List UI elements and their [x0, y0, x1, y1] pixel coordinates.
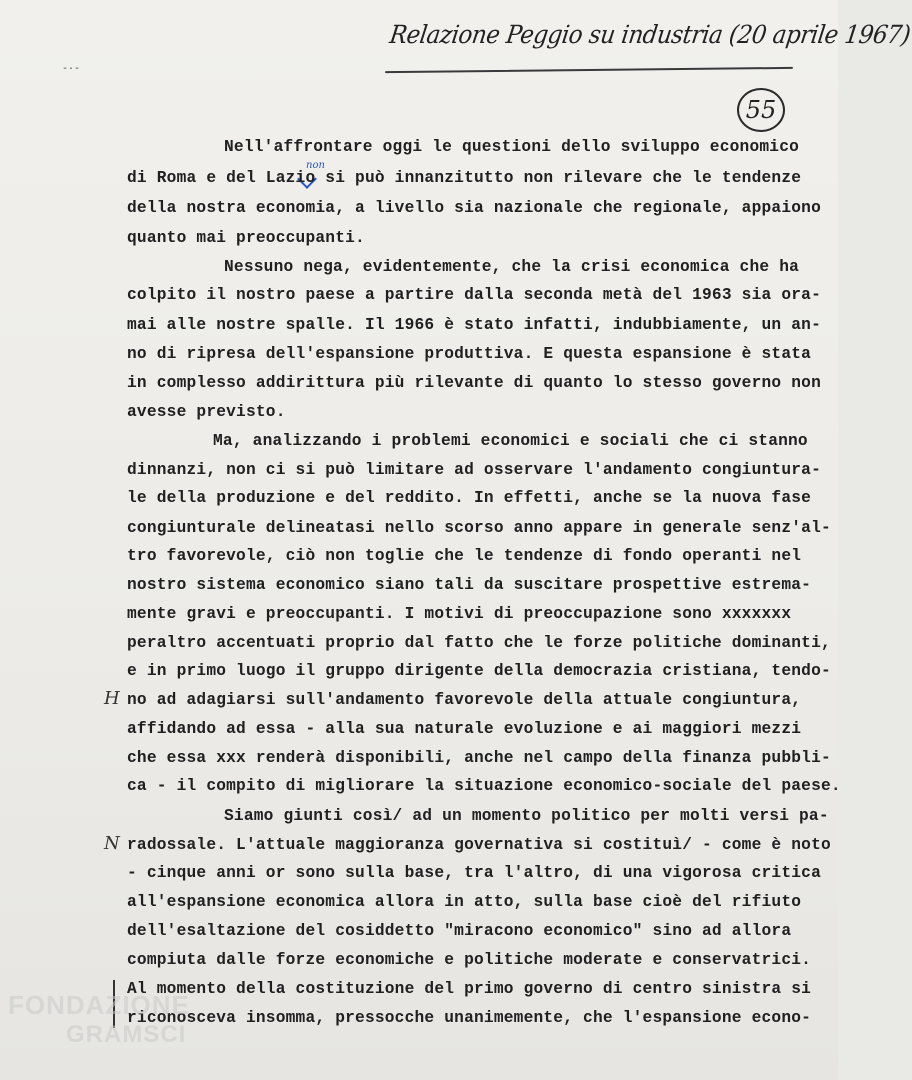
text-line: in complesso addirittura più rilevante di quanto lo stesso governo non — [127, 374, 821, 392]
text-line: colpito il nostro paese a partire dalla seconda metà del 1963 sia ora- — [127, 286, 821, 304]
page-number-circle: 55 — [737, 88, 785, 132]
text-line: riconosceva insomma, pressocche unanimemente, che l'espansione econo- — [127, 1009, 812, 1027]
text-line: no ad adagiarsi sull'andamento favorevole della attuale congiuntura, — [127, 691, 802, 709]
text-line: quanto mai preoccupanti. — [127, 229, 365, 247]
watermark-logo — [8, 990, 190, 1050]
text-line: peraltro accentuati proprio dal fatto che le forze politiche dominanti, — [127, 634, 831, 652]
text-line: Nessuno nega, evidentemente, che la crisi economica che ha — [224, 258, 800, 276]
text-line: mai alle nostre spalle. Il 1966 è stato infatti, indubbiamente, un an- — [127, 316, 821, 334]
title-underline — [385, 67, 793, 73]
margin-mark-2: N — [104, 833, 120, 854]
text-line: Al momento della costituzione del primo governo di centro sinistra si — [127, 980, 812, 998]
text-line: Nell'affrontare oggi le questioni dello sviluppo economico — [224, 138, 800, 156]
margin-mark-1: H — [104, 688, 120, 709]
text-line: all'espansione economica allora in atto, sulla base cioè del rifiuto — [127, 893, 802, 911]
text-line: tro favorevole, ciò non toglie che le tendenze di fondo operanti nel — [127, 547, 802, 565]
watermark-line-1: FONDAZIONE — [8, 990, 190, 1020]
text-line: congiunturale delineatasi nello scorso anno appare in generale senz'al- — [127, 519, 831, 537]
handwritten-title: Relazione Peggio su industria (20 aprile 1967) — [387, 20, 912, 49]
text-line: affidando ad essa - alla sua naturale evoluzione e ai maggiori mezzi — [127, 720, 802, 738]
inserted-word-annotation: non — [306, 160, 325, 171]
text-line: della nostra economia, a livello sia nazionale che regionale, appaiono — [127, 199, 821, 217]
text-line: dinnanzi, non ci si può limitare ad osservare l'andamento congiuntura- — [127, 461, 821, 479]
text-line: - cinque anni or sono sulla base, tra l'altro, di una vigorosa critica — [127, 864, 821, 882]
text-line: che essa xxx renderà disponibili, anche nel campo della finanza pubbli- — [127, 749, 831, 767]
text-line: ca - il compito di migliorare la situazione economico-sociale del paese. — [127, 777, 841, 795]
text-line: avesse previsto. — [127, 403, 286, 421]
text-line: e in primo luogo il gruppo dirigente della democrazia cristiana, tendo- — [127, 662, 831, 680]
text-line: di Roma e del Lazio si può innanzitutto non rilevare che le tendenze — [127, 169, 802, 187]
text-line: compiuta dalle forze economiche e politiche moderate e conservatrici. — [127, 951, 812, 969]
text-line: mente gravi e preoccupanti. I motivi di preoccupazione sono xxxxxxx — [127, 605, 792, 623]
text-line: radossale. L'attuale maggioranza governativa si costituì/ - come è noto — [127, 836, 831, 854]
text-line: le della produzione e del reddito. In effetti, anche se la nuova fase — [127, 489, 812, 507]
text-line: dell'esaltazione del cosiddetto "miracono economico" sino ad allora — [127, 922, 792, 940]
margin-dash: -·- — [62, 64, 81, 75]
watermark-line-2: GRAMSCI — [66, 1021, 187, 1048]
text-line: no di ripresa dell'espansione produttiva. E questa espansione è stata — [127, 345, 812, 363]
text-line: Ma, analizzando i problemi economici e sociali che ci stanno — [213, 432, 808, 450]
text-line: nostro sistema economico siano tali da suscitare prospettive estrema- — [127, 576, 812, 594]
text-line: Siamo giunti così/ ad un momento politico per molti versi pa- — [224, 807, 829, 825]
